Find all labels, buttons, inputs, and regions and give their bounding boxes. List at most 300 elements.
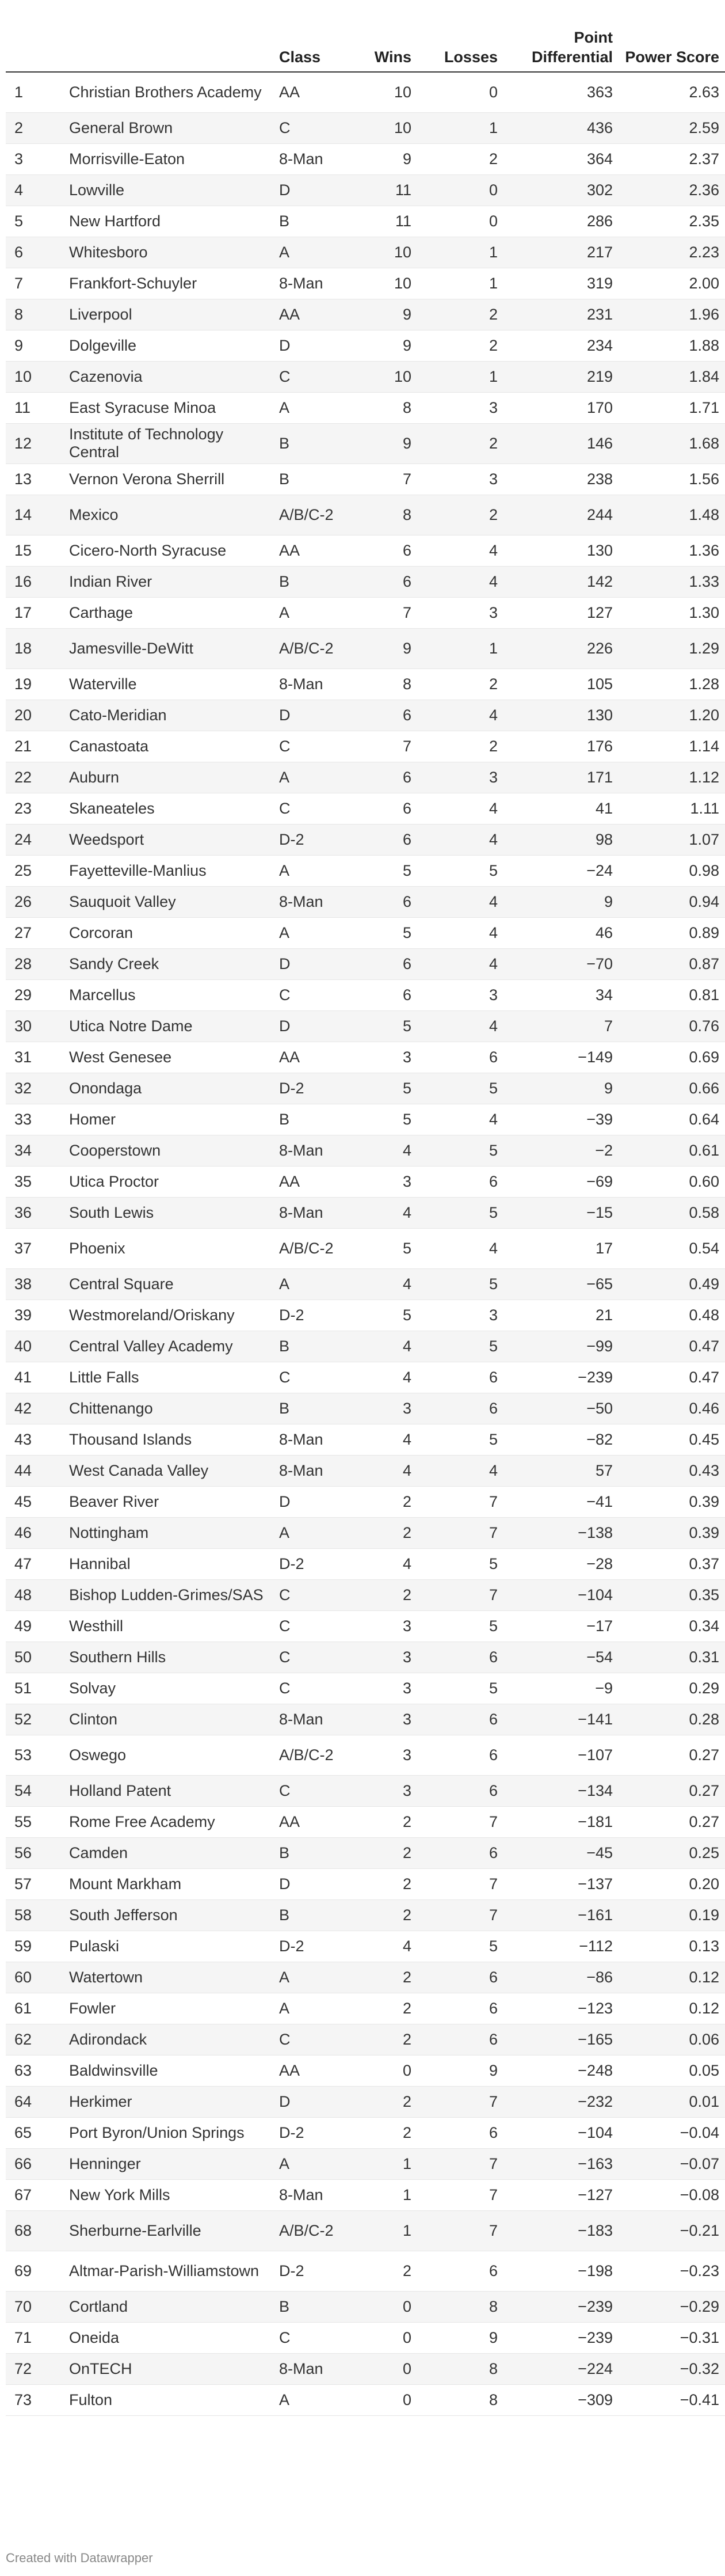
cell-losses: 6 — [417, 1704, 503, 1735]
cell-power-score: 2.00 — [619, 268, 725, 299]
cell-class: AA — [279, 535, 362, 566]
cell-team: Fowler — [69, 1993, 279, 2024]
cell-power-score: 2.63 — [619, 72, 725, 112]
cell-power-score: 2.35 — [619, 206, 725, 237]
cell-losses: 4 — [417, 948, 503, 979]
table-row — [6, 2148, 725, 2179]
cell-point-differential: −239 — [503, 2291, 619, 2322]
cell-team: Adirondack — [69, 2024, 279, 2055]
cell-class: C — [279, 1642, 362, 1673]
cell-wins: 11 — [362, 206, 417, 237]
table-row — [6, 1993, 725, 2024]
table-row — [6, 1010, 725, 1042]
cell-point-differential: 234 — [503, 330, 619, 361]
cell-wins: 10 — [362, 268, 417, 299]
cell-losses: 8 — [417, 2291, 503, 2322]
cell-point-differential: 226 — [503, 628, 619, 668]
header-wins[interactable]: Wins — [362, 22, 417, 72]
cell-rank: 63 — [6, 2055, 69, 2086]
table-row — [6, 1962, 725, 1993]
cell-losses: 2 — [417, 495, 503, 535]
cell-losses: 5 — [417, 1268, 503, 1300]
cell-wins: 0 — [362, 2291, 417, 2322]
cell-team: Sherburne-Earlville — [69, 2210, 279, 2251]
cell-rank: 70 — [6, 2291, 69, 2322]
table-row — [6, 1486, 725, 1517]
table-row — [6, 886, 725, 917]
cell-point-differential: −232 — [503, 2086, 619, 2117]
cell-class: C — [279, 731, 362, 762]
cell-power-score: 0.27 — [619, 1775, 725, 1806]
cell-losses: 9 — [417, 2322, 503, 2353]
cell-losses: 0 — [417, 72, 503, 112]
cell-class: 8-Man — [279, 1197, 362, 1228]
cell-rank: 3 — [6, 143, 69, 174]
cell-point-differential: −309 — [503, 2384, 619, 2415]
cell-team: Morrisville-Eaton — [69, 143, 279, 174]
cell-team: Oswego — [69, 1735, 279, 1775]
cell-wins: 5 — [362, 917, 417, 948]
cell-wins: 6 — [362, 979, 417, 1010]
table-row — [6, 237, 725, 268]
cell-losses: 1 — [417, 112, 503, 143]
cell-point-differential: 231 — [503, 299, 619, 330]
table-row — [6, 1104, 725, 1135]
cell-point-differential: −112 — [503, 1931, 619, 1962]
cell-point-differential: 244 — [503, 495, 619, 535]
cell-power-score: 2.59 — [619, 112, 725, 143]
cell-losses: 7 — [417, 1806, 503, 1837]
cell-losses: 5 — [417, 1931, 503, 1962]
cell-losses: 3 — [417, 392, 503, 423]
cell-point-differential: 46 — [503, 917, 619, 948]
cell-losses: 7 — [417, 2148, 503, 2179]
table-row — [6, 917, 725, 948]
cell-point-differential: −127 — [503, 2179, 619, 2210]
cell-wins: 2 — [362, 2117, 417, 2148]
cell-class: AA — [279, 2055, 362, 2086]
cell-class: B — [279, 1899, 362, 1931]
cell-team: Jamesville-DeWitt — [69, 628, 279, 668]
cell-losses: 6 — [417, 1642, 503, 1673]
table-row — [6, 1424, 725, 1455]
cell-class: D — [279, 1486, 362, 1517]
cell-class: A/B/C-2 — [279, 2210, 362, 2251]
cell-losses: 1 — [417, 268, 503, 299]
cell-rank: 56 — [6, 1837, 69, 1868]
cell-wins: 7 — [362, 731, 417, 762]
cell-power-score: 0.46 — [619, 1393, 725, 1424]
cell-losses: 3 — [417, 463, 503, 495]
cell-team: Lowville — [69, 174, 279, 206]
table-row — [6, 1931, 725, 1962]
cell-team: Westhill — [69, 1610, 279, 1642]
cell-class: 8-Man — [279, 268, 362, 299]
table-row — [6, 112, 725, 143]
table-row — [6, 1268, 725, 1300]
cell-team: Whitesboro — [69, 237, 279, 268]
cell-wins: 1 — [362, 2148, 417, 2179]
table-row — [6, 330, 725, 361]
cell-losses: 1 — [417, 361, 503, 392]
cell-wins: 2 — [362, 1993, 417, 2024]
cell-rank: 8 — [6, 299, 69, 330]
cell-point-differential: −134 — [503, 1775, 619, 1806]
cell-team: Mount Markham — [69, 1868, 279, 1899]
cell-power-score: 1.84 — [619, 361, 725, 392]
cell-team: Corcoran — [69, 917, 279, 948]
table-row — [6, 1673, 725, 1704]
cell-power-score: −0.29 — [619, 2291, 725, 2322]
table-row — [6, 1455, 725, 1486]
cell-class: D — [279, 174, 362, 206]
cell-team: Port Byron/Union Springs — [69, 2117, 279, 2148]
cell-wins: 3 — [362, 1166, 417, 1197]
cell-losses: 2 — [417, 731, 503, 762]
table-row — [6, 1393, 725, 1424]
header-team — [69, 22, 279, 72]
cell-class: A — [279, 597, 362, 628]
cell-class: D-2 — [279, 1300, 362, 1331]
cell-class: B — [279, 206, 362, 237]
cell-class: D-2 — [279, 2117, 362, 2148]
cell-wins: 9 — [362, 423, 417, 463]
cell-rank: 17 — [6, 597, 69, 628]
cell-power-score: 0.54 — [619, 1228, 725, 1268]
table-row — [6, 597, 725, 628]
cell-losses: 0 — [417, 174, 503, 206]
cell-team: New York Mills — [69, 2179, 279, 2210]
cell-rank: 4 — [6, 174, 69, 206]
cell-rank: 51 — [6, 1673, 69, 1704]
cell-wins: 6 — [362, 566, 417, 597]
cell-point-differential: −104 — [503, 1579, 619, 1610]
cell-rank: 52 — [6, 1704, 69, 1735]
cell-class: AA — [279, 1806, 362, 1837]
cell-rank: 61 — [6, 1993, 69, 2024]
table-row — [6, 2291, 725, 2322]
cell-wins: 3 — [362, 1673, 417, 1704]
cell-wins: 4 — [362, 1455, 417, 1486]
cell-team: OnTECH — [69, 2353, 279, 2384]
cell-point-differential: 319 — [503, 268, 619, 299]
cell-rank: 9 — [6, 330, 69, 361]
cell-wins: 2 — [362, 1837, 417, 1868]
cell-losses: 2 — [417, 668, 503, 700]
cell-point-differential: −82 — [503, 1424, 619, 1455]
cell-class: 8-Man — [279, 2353, 362, 2384]
cell-team: Frankfort-Schuyler — [69, 268, 279, 299]
cell-wins: 0 — [362, 2353, 417, 2384]
cell-power-score: 0.12 — [619, 1993, 725, 2024]
cell-rank: 15 — [6, 535, 69, 566]
cell-power-score: 0.89 — [619, 917, 725, 948]
cell-team: Nottingham — [69, 1517, 279, 1548]
table-row — [6, 535, 725, 566]
cell-team: Rome Free Academy — [69, 1806, 279, 1837]
cell-power-score: 0.20 — [619, 1868, 725, 1899]
cell-team: Institute of Technology Central — [69, 423, 279, 463]
cell-losses: 4 — [417, 886, 503, 917]
cell-losses: 7 — [417, 2086, 503, 2117]
cell-rank: 35 — [6, 1166, 69, 1197]
cell-rank: 33 — [6, 1104, 69, 1135]
cell-rank: 2 — [6, 112, 69, 143]
cell-wins: 4 — [362, 1268, 417, 1300]
cell-power-score: 1.07 — [619, 824, 725, 855]
cell-team: Cazenovia — [69, 361, 279, 392]
cell-power-score: 1.48 — [619, 495, 725, 535]
cell-power-score: 1.56 — [619, 463, 725, 495]
cell-losses: 3 — [417, 597, 503, 628]
cell-wins: 9 — [362, 143, 417, 174]
cell-wins: 3 — [362, 1775, 417, 1806]
cell-rank: 45 — [6, 1486, 69, 1517]
cell-power-score: −0.04 — [619, 2117, 725, 2148]
table-row — [6, 1073, 725, 1104]
table-row — [6, 793, 725, 824]
cell-rank: 73 — [6, 2384, 69, 2415]
cell-losses: 3 — [417, 979, 503, 1010]
cell-power-score: 1.20 — [619, 700, 725, 731]
cell-team: Phoenix — [69, 1228, 279, 1268]
cell-team: New Hartford — [69, 206, 279, 237]
cell-losses: 8 — [417, 2384, 503, 2415]
cell-rank: 59 — [6, 1931, 69, 1962]
cell-point-differential: 41 — [503, 793, 619, 824]
cell-class: B — [279, 2291, 362, 2322]
cell-wins: 4 — [362, 1362, 417, 1393]
cell-losses: 3 — [417, 762, 503, 793]
cell-wins: 4 — [362, 1424, 417, 1455]
table-row — [6, 1735, 725, 1775]
cell-power-score: 0.76 — [619, 1010, 725, 1042]
cell-class: B — [279, 566, 362, 597]
cell-class: A — [279, 1517, 362, 1548]
cell-class: AA — [279, 299, 362, 330]
cell-team: Southern Hills — [69, 1642, 279, 1673]
cell-class: A — [279, 392, 362, 423]
cell-losses: 6 — [417, 2251, 503, 2291]
table-row — [6, 2179, 725, 2210]
cell-wins: 5 — [362, 1104, 417, 1135]
cell-rank: 18 — [6, 628, 69, 668]
cell-wins: 2 — [362, 2251, 417, 2291]
table-row — [6, 2024, 725, 2055]
cell-rank: 14 — [6, 495, 69, 535]
cell-wins: 5 — [362, 1010, 417, 1042]
cell-point-differential: 130 — [503, 535, 619, 566]
cell-wins: 10 — [362, 112, 417, 143]
cell-team: Liverpool — [69, 299, 279, 330]
cell-power-score: −0.21 — [619, 2210, 725, 2251]
cell-wins: 3 — [362, 1642, 417, 1673]
cell-point-differential: 9 — [503, 1073, 619, 1104]
table-row — [6, 206, 725, 237]
cell-losses: 6 — [417, 1993, 503, 2024]
cell-losses: 9 — [417, 2055, 503, 2086]
cell-rank: 30 — [6, 1010, 69, 1042]
header-point-differential[interactable]: Point Differential — [503, 22, 619, 72]
table-row — [6, 2384, 725, 2415]
cell-power-score: 0.87 — [619, 948, 725, 979]
cell-team: Westmoreland/Oriskany — [69, 1300, 279, 1331]
cell-losses: 4 — [417, 793, 503, 824]
cell-power-score: 1.14 — [619, 731, 725, 762]
cell-team: Vernon Verona Sherrill — [69, 463, 279, 495]
cell-team: Dolgeville — [69, 330, 279, 361]
cell-point-differential: −149 — [503, 1042, 619, 1073]
cell-power-score: 0.66 — [619, 1073, 725, 1104]
cell-wins: 6 — [362, 948, 417, 979]
cell-losses: 7 — [417, 2179, 503, 2210]
cell-rank: 25 — [6, 855, 69, 886]
cell-rank: 66 — [6, 2148, 69, 2179]
cell-wins: 4 — [362, 1197, 417, 1228]
table-row — [6, 299, 725, 330]
cell-rank: 16 — [6, 566, 69, 597]
cell-losses: 5 — [417, 1331, 503, 1362]
cell-wins: 10 — [362, 361, 417, 392]
cell-team: Central Square — [69, 1268, 279, 1300]
cell-power-score: 0.81 — [619, 979, 725, 1010]
cell-losses: 7 — [417, 1486, 503, 1517]
cell-point-differential: −141 — [503, 1704, 619, 1735]
cell-class: A — [279, 2148, 362, 2179]
table-row — [6, 1704, 725, 1735]
cell-rank: 1 — [6, 72, 69, 112]
cell-losses: 7 — [417, 2210, 503, 2251]
table-row — [6, 2210, 725, 2251]
header-power-score[interactable]: Power Score — [619, 22, 725, 72]
cell-rank: 50 — [6, 1642, 69, 1673]
cell-losses: 2 — [417, 299, 503, 330]
header-losses[interactable]: Losses — [417, 22, 503, 72]
cell-power-score: 0.27 — [619, 1806, 725, 1837]
table-row — [6, 1362, 725, 1393]
cell-power-score: −0.31 — [619, 2322, 725, 2353]
cell-wins: 8 — [362, 495, 417, 535]
header-class[interactable]: Class — [279, 22, 362, 72]
cell-power-score: 0.69 — [619, 1042, 725, 1073]
cell-team: Indian River — [69, 566, 279, 597]
cell-class: C — [279, 2322, 362, 2353]
table-row — [6, 72, 725, 112]
cell-power-score: 2.36 — [619, 174, 725, 206]
cell-point-differential: 170 — [503, 392, 619, 423]
table-row — [6, 174, 725, 206]
cell-class: B — [279, 1104, 362, 1135]
cell-team: Central Valley Academy — [69, 1331, 279, 1362]
cell-team: Sauquoit Valley — [69, 886, 279, 917]
cell-power-score: 0.06 — [619, 2024, 725, 2055]
cell-losses: 7 — [417, 1517, 503, 1548]
cell-losses: 6 — [417, 1962, 503, 1993]
cell-wins: 7 — [362, 597, 417, 628]
cell-team: Homer — [69, 1104, 279, 1135]
cell-rank: 23 — [6, 793, 69, 824]
cell-losses: 2 — [417, 423, 503, 463]
table-row — [6, 2322, 725, 2353]
table-row — [6, 1610, 725, 1642]
cell-class: AA — [279, 72, 362, 112]
cell-losses: 5 — [417, 1135, 503, 1166]
cell-power-score: −0.07 — [619, 2148, 725, 2179]
cell-point-differential: −248 — [503, 2055, 619, 2086]
table-row — [6, 824, 725, 855]
cell-point-differential: −65 — [503, 1268, 619, 1300]
cell-class: C — [279, 361, 362, 392]
cell-power-score: 0.12 — [619, 1962, 725, 1993]
cell-class: D — [279, 2086, 362, 2117]
cell-power-score: 0.98 — [619, 855, 725, 886]
cell-power-score: 1.12 — [619, 762, 725, 793]
cell-rank: 6 — [6, 237, 69, 268]
table-row — [6, 1517, 725, 1548]
datawrapper-credit[interactable]: Created with Datawrapper — [6, 2551, 153, 2565]
cell-losses: 5 — [417, 1424, 503, 1455]
cell-wins: 5 — [362, 1300, 417, 1331]
cell-class: 8-Man — [279, 2179, 362, 2210]
cell-class: C — [279, 1610, 362, 1642]
cell-losses: 6 — [417, 1042, 503, 1073]
header-rank — [6, 22, 69, 72]
cell-point-differential: −99 — [503, 1331, 619, 1362]
cell-wins: 6 — [362, 700, 417, 731]
cell-point-differential: 105 — [503, 668, 619, 700]
table-row — [6, 566, 725, 597]
table-row — [6, 1837, 725, 1868]
cell-rank: 5 — [6, 206, 69, 237]
cell-power-score: 0.47 — [619, 1362, 725, 1393]
cell-rank: 71 — [6, 2322, 69, 2353]
cell-point-differential: −86 — [503, 1962, 619, 1993]
cell-rank: 7 — [6, 268, 69, 299]
cell-power-score: 0.48 — [619, 1300, 725, 1331]
cell-point-differential: 302 — [503, 174, 619, 206]
cell-point-differential: −39 — [503, 1104, 619, 1135]
cell-class: A — [279, 917, 362, 948]
cell-losses: 6 — [417, 1735, 503, 1775]
cell-wins: 1 — [362, 2210, 417, 2251]
table-row — [6, 1331, 725, 1362]
table-row — [6, 1300, 725, 1331]
cell-class: B — [279, 1393, 362, 1424]
cell-point-differential: 238 — [503, 463, 619, 495]
cell-wins: 2 — [362, 2024, 417, 2055]
cell-rank: 34 — [6, 1135, 69, 1166]
cell-losses: 6 — [417, 2117, 503, 2148]
cell-team: Camden — [69, 1837, 279, 1868]
cell-rank: 12 — [6, 423, 69, 463]
cell-wins: 0 — [362, 2055, 417, 2086]
cell-power-score: 0.05 — [619, 2055, 725, 2086]
cell-power-score: 1.29 — [619, 628, 725, 668]
cell-losses: 4 — [417, 1455, 503, 1486]
cell-power-score: 1.71 — [619, 392, 725, 423]
cell-wins: 2 — [362, 2086, 417, 2117]
table-row — [6, 423, 725, 463]
cell-losses: 4 — [417, 1104, 503, 1135]
cell-wins: 9 — [362, 299, 417, 330]
cell-class: D-2 — [279, 1548, 362, 1579]
cell-class: 8-Man — [279, 668, 362, 700]
cell-power-score: 1.33 — [619, 566, 725, 597]
cell-point-differential: −239 — [503, 2322, 619, 2353]
cell-power-score: −0.23 — [619, 2251, 725, 2291]
cell-losses: 3 — [417, 1300, 503, 1331]
cell-rank: 19 — [6, 668, 69, 700]
